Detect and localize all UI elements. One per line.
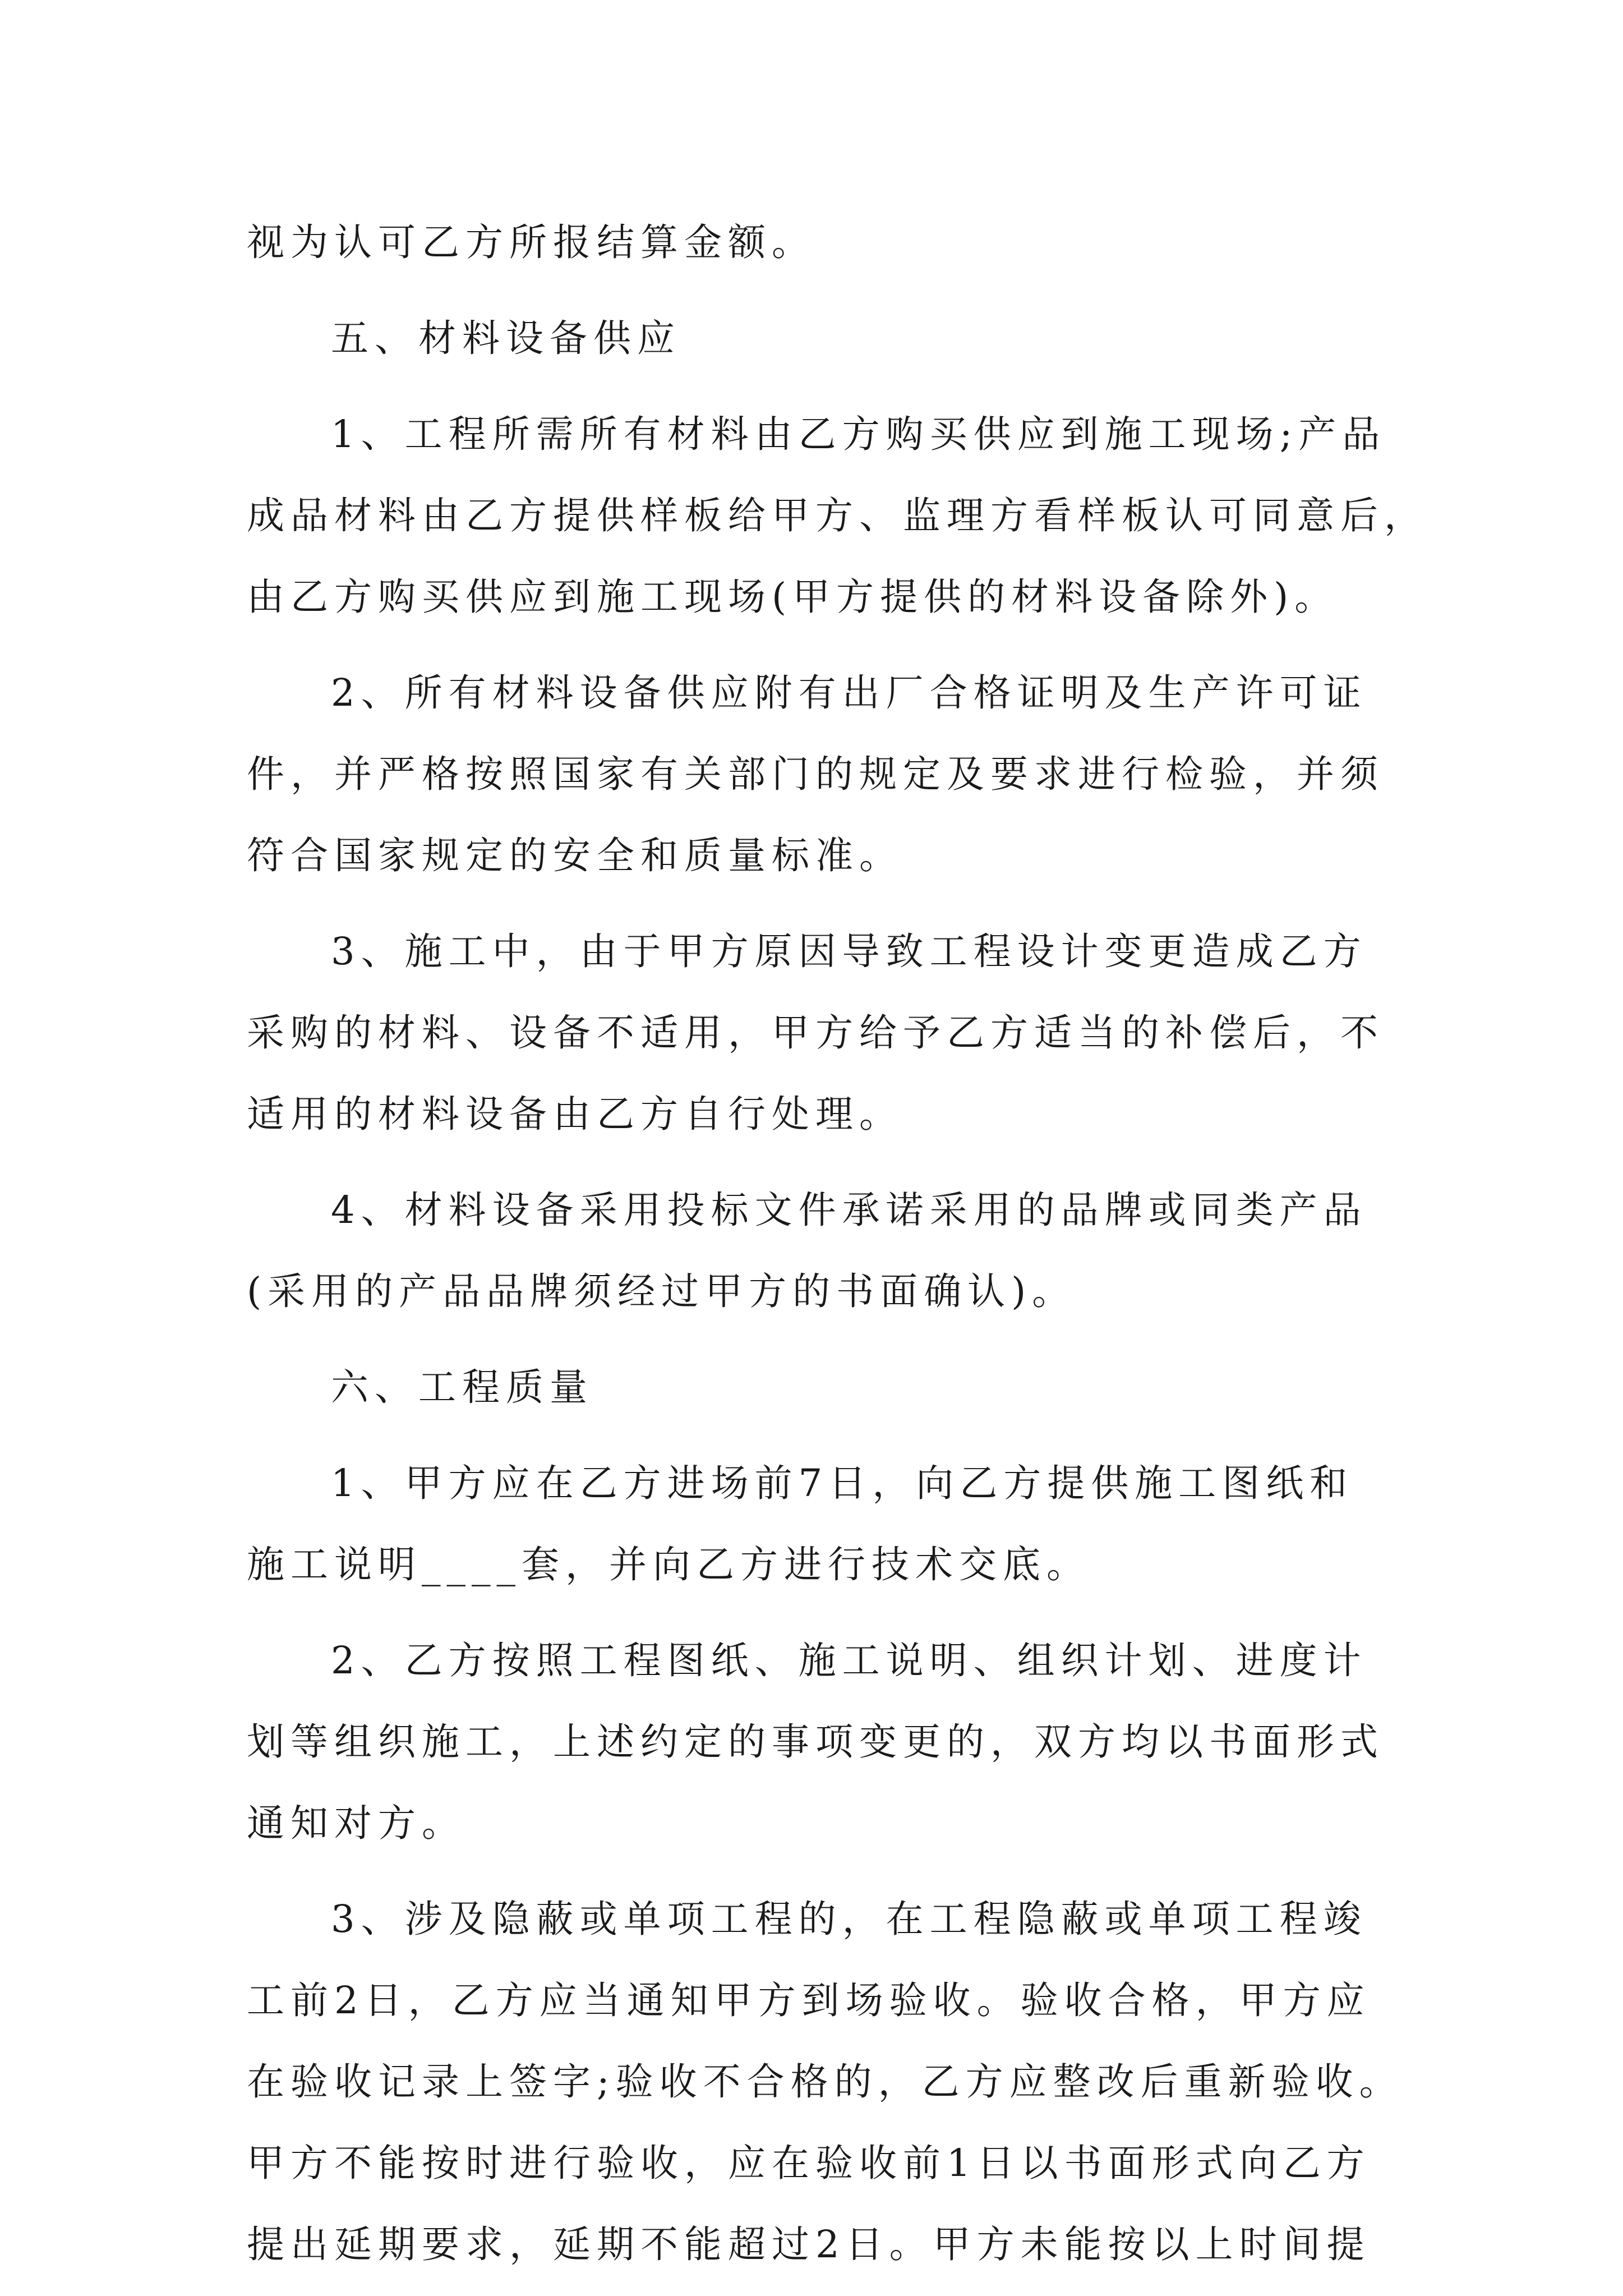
text-line: 4、材料设备采用投标文件承诺采用的品牌或同类产品 [331, 1188, 1367, 1232]
text-line: 3、涉及隐蔽或单项工程的，在工程隐蔽或单项工程竣 [331, 1897, 1367, 1941]
text-line: 划等组织施工，上述约定的事项变更的，双方均以书面形式 [247, 1720, 1384, 1764]
text-line: 成品材料由乙方提供样板给甲方、监理方看样板认可同意后， [247, 494, 1428, 537]
text-line: 提出延期要求，延期不能超过2日。甲方未能按以上时间提 [247, 2223, 1371, 2266]
text-line: 2、所有材料设备供应附有出厂合格证明及生产许可证 [331, 671, 1367, 715]
text-line: 1、甲方应在乙方进场前7日，向乙方提供施工图纸和 [331, 1461, 1354, 1505]
text-line: 工前2日，乙方应当通知甲方到场验收。验收合格，甲方应 [247, 1978, 1371, 2022]
text-line: 2、乙方按照工程图纸、施工说明、组织计划、进度计 [331, 1639, 1367, 1682]
text-line: (采用的产品品牌须经过甲方的书面确认)。 [247, 1269, 1076, 1313]
text-line: 采购的材料、设备不适用，甲方给予乙方适当的补偿后，不 [247, 1011, 1384, 1055]
text-line: 件，并严格按照国家有关部门的规定及要求进行检验，并须 [247, 752, 1384, 796]
text-line: 符合国家规定的安全和质量标准。 [247, 834, 903, 877]
text-line: 由乙方购买供应到施工现场(甲方提供的材料设备除外)。 [247, 575, 1339, 619]
text-line: 视为认可乙方所报结算金额。 [247, 220, 815, 264]
text-line: 施工说明____套，并向乙方进行技术交底。 [247, 1543, 1090, 1586]
text-line: 3、施工中，由于甲方原因导致工程设计变更造成乙方 [331, 930, 1367, 973]
document-body [247, 202, 1428, 2285]
text-line: 五、材料设备供应 [331, 316, 681, 360]
text-line: 甲方不能按时进行验收，应在验收前1日以书面形式向乙方 [247, 2141, 1371, 2185]
text-line: 六、工程质量 [331, 1365, 593, 1409]
text-line: 1、工程所需所有材料由乙方购买供应到施工现场;产品 [331, 412, 1386, 456]
text-line: 在验收记录上签字;验收不合格的，乙方应整改后重新验收。 [247, 2060, 1403, 2104]
text-line: 适用的材料设备由乙方自行处理。 [247, 1092, 903, 1136]
text-line: 通知对方。 [247, 1801, 465, 1845]
